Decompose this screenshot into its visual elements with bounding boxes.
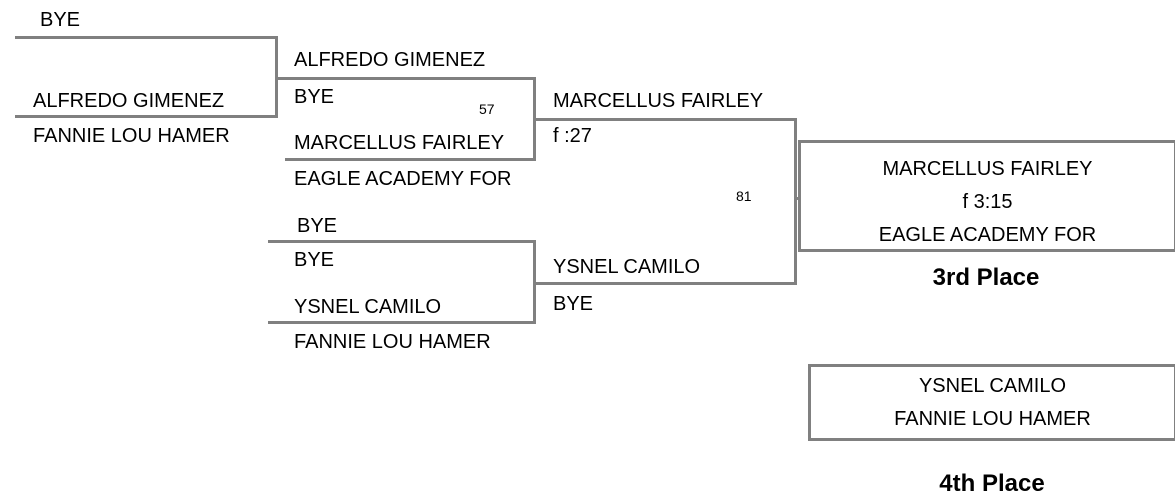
r2m1-bottom-sub: EAGLE ACADEMY FOR bbox=[294, 168, 512, 190]
r2m1-bottom-name: MARCELLUS FAIRLEY bbox=[294, 132, 505, 154]
r1-winner-name: ALFREDO GIMENEZ bbox=[33, 90, 225, 112]
fourth-place-box bbox=[808, 364, 1175, 441]
r2m2-bottom-sub: FANNIE LOU HAMER bbox=[294, 331, 491, 353]
fourth-place-name: YSNEL CAMILO bbox=[918, 375, 1067, 397]
r3-bottom-sub: BYE bbox=[553, 293, 594, 315]
r2m2-to-r3-line bbox=[533, 282, 545, 285]
third-place-result: f 3:15 bbox=[962, 191, 1013, 213]
third-place-name: MARCELLUS FAIRLEY bbox=[882, 158, 1093, 180]
r3-top-sub: f :27 bbox=[553, 125, 592, 147]
r2m1-to-r3-line bbox=[533, 118, 545, 121]
r3-score: 81 bbox=[736, 188, 752, 204]
r2m2-top-sub: BYE bbox=[294, 249, 335, 271]
r2m1-top-line bbox=[285, 77, 535, 80]
third-place-box bbox=[798, 140, 1175, 252]
r2m1-score: 57 bbox=[479, 101, 495, 117]
fourth-place-school: FANNIE LOU HAMER bbox=[894, 408, 1091, 430]
r1-top-line bbox=[15, 36, 278, 39]
r1-to-r2-line bbox=[275, 77, 285, 80]
r2m2-bottom-line bbox=[268, 321, 535, 324]
r2m2-bottom-name: YSNEL CAMILO bbox=[294, 296, 442, 318]
r3-bottom-line bbox=[545, 282, 796, 285]
fourth-place-label: 4th Place bbox=[939, 470, 1045, 497]
r2m1-top-sub: BYE bbox=[294, 86, 335, 108]
r1-bottom-line bbox=[15, 115, 278, 118]
r3-bracket-vertical bbox=[794, 118, 797, 285]
third-place-school: EAGLE ACADEMY FOR bbox=[878, 224, 1097, 246]
r3-bottom-name: YSNEL CAMILO bbox=[553, 256, 701, 278]
r3-top-line bbox=[545, 118, 796, 121]
r1-bye-label: BYE bbox=[40, 9, 81, 31]
r2m1-bottom-line bbox=[285, 158, 535, 161]
r2m1-top-name: ALFREDO GIMENEZ bbox=[294, 49, 486, 71]
r2m2-top-line bbox=[268, 240, 535, 243]
r2m2-top-name: BYE bbox=[297, 215, 338, 237]
r3-top-name: MARCELLUS FAIRLEY bbox=[553, 90, 764, 112]
r1-winner-school: FANNIE LOU HAMER bbox=[33, 125, 230, 147]
third-place-label: 3rd Place bbox=[932, 264, 1040, 291]
